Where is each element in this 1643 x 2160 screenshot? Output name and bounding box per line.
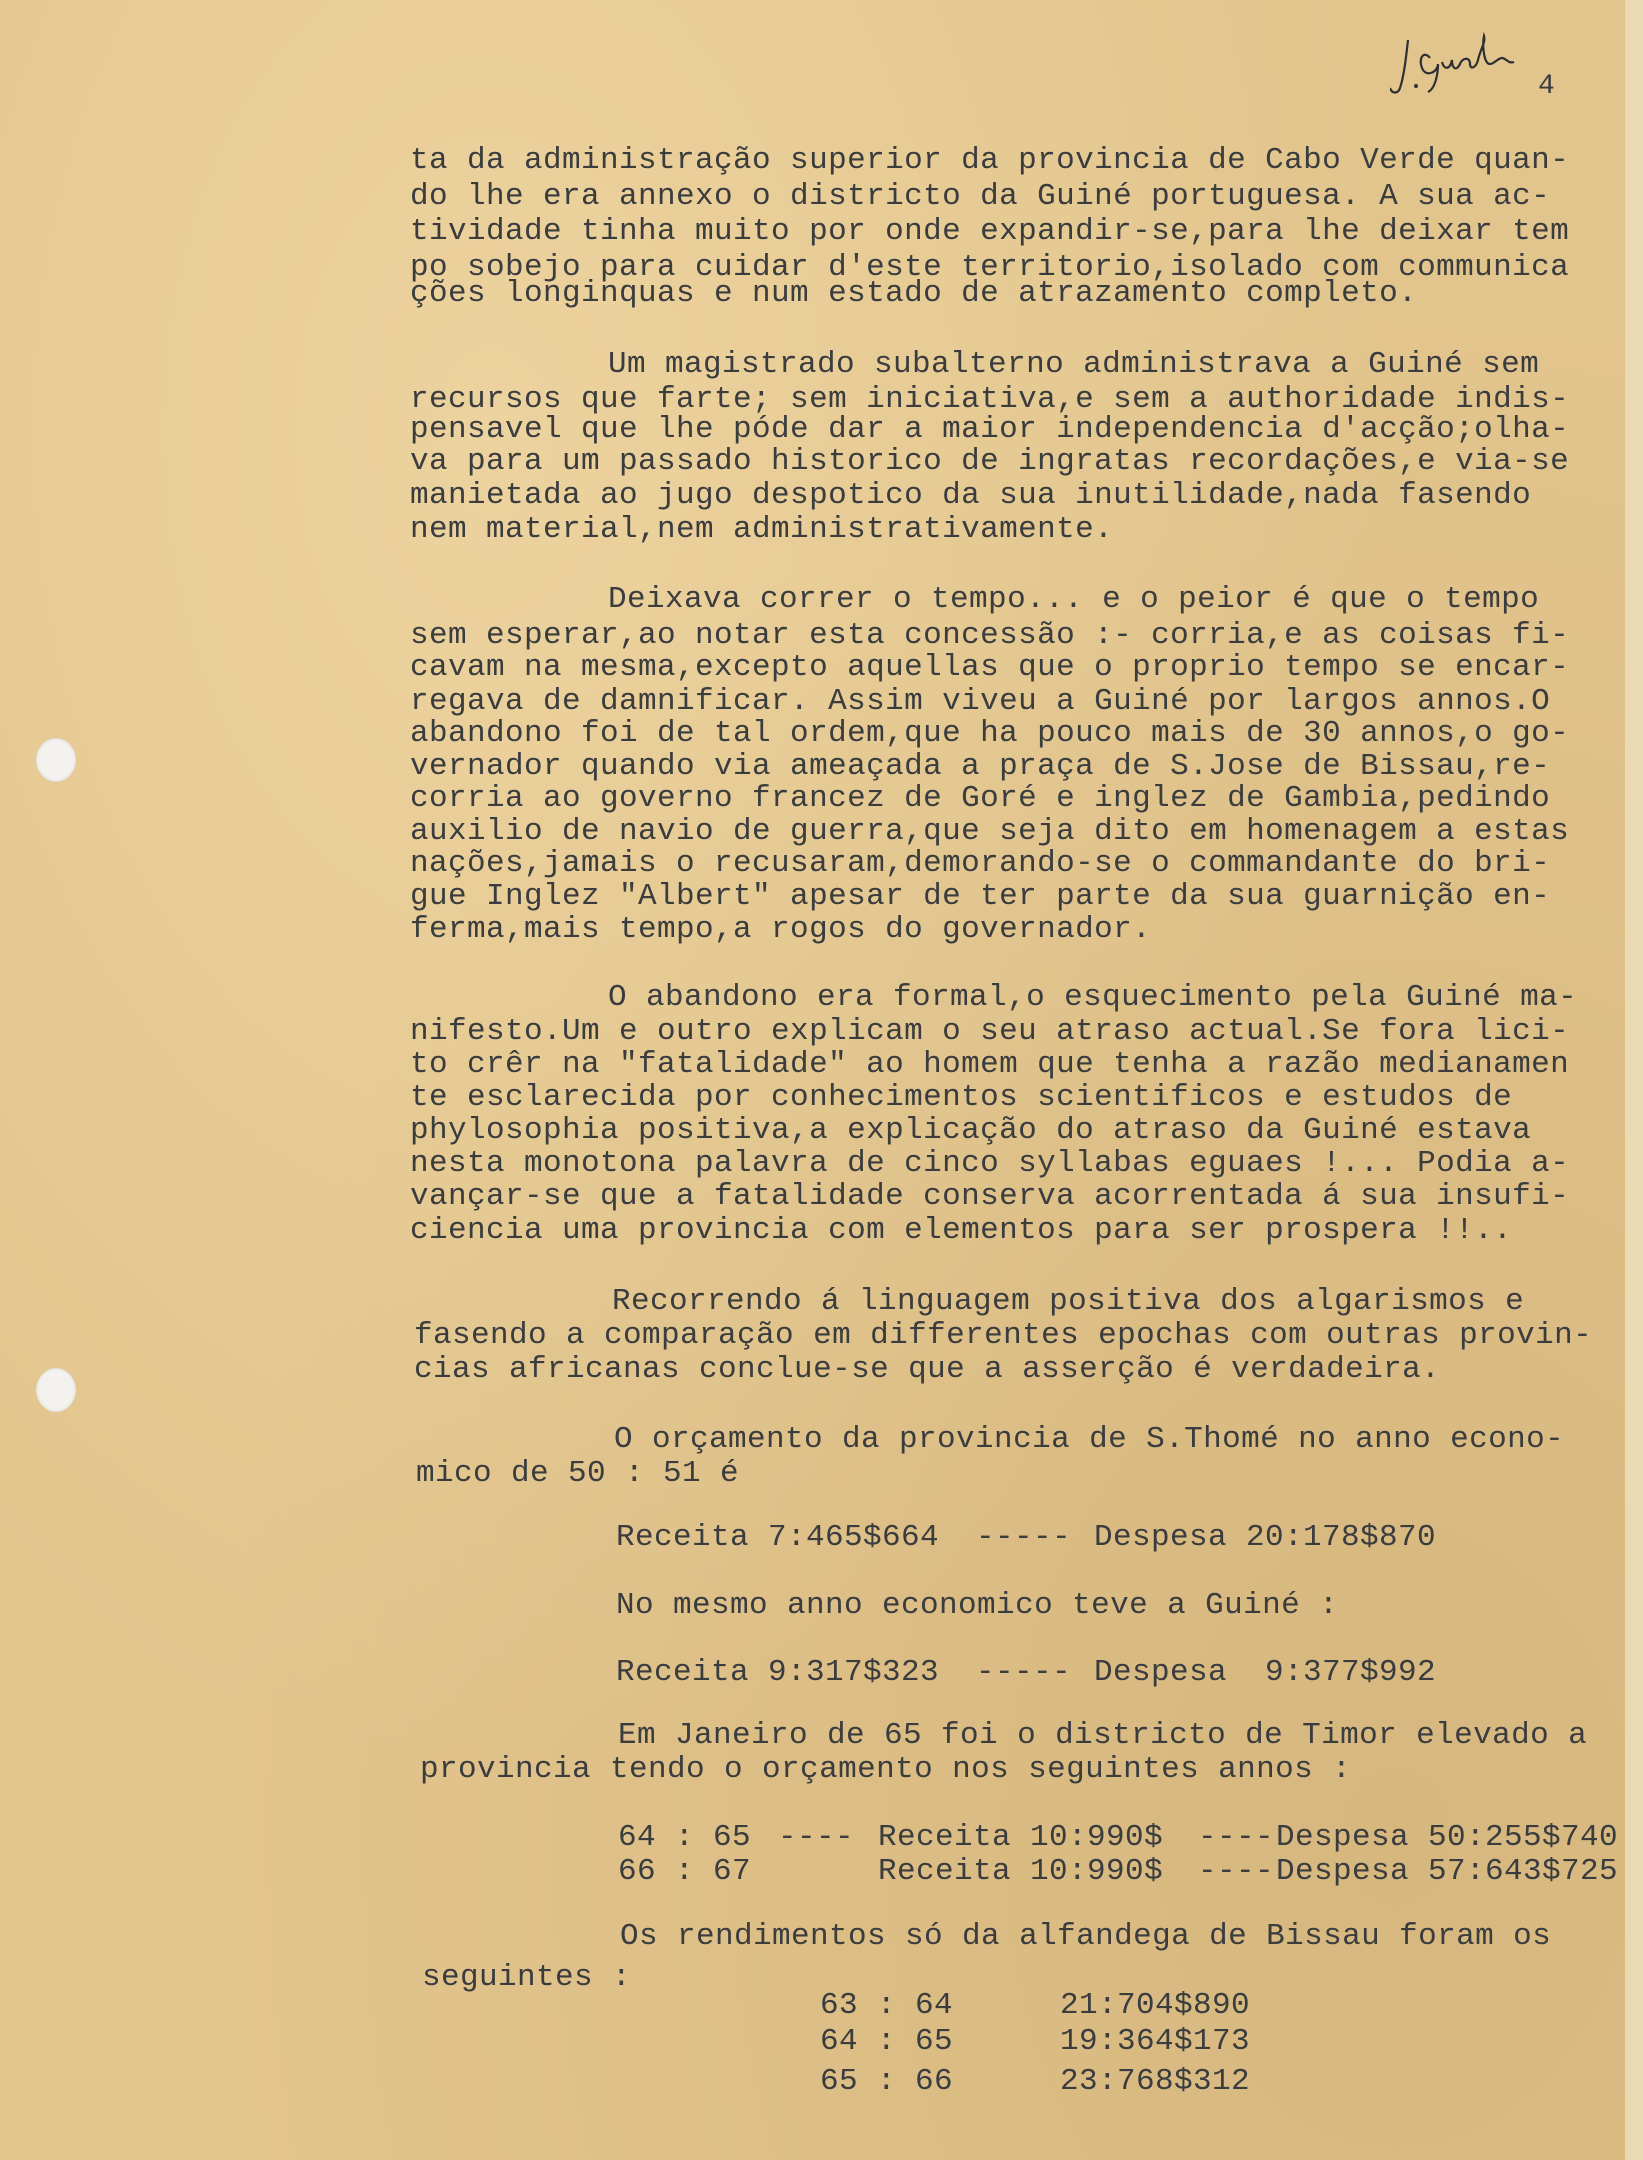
text-line: pensavel que lhe póde dar a maior independencia d'acção;olha- <box>410 412 1570 447</box>
text-line: vançar-se que a fatalidade conserva acorrentada á sua insufi- <box>410 1179 1570 1214</box>
text-line: mico de 50 : 51 é <box>416 1456 740 1491</box>
text-line: cias africanas conclue-se que a asserção é verdadeira. <box>414 1352 1441 1387</box>
text-line: auxilio de navio de guerra,que seja dito em homenagem a estas <box>410 814 1570 849</box>
timor-despesa: Despesa 50:255$740 <box>1276 1820 1619 1855</box>
text-line: provincia tendo o orçamento nos seguintes annos : <box>420 1752 1352 1787</box>
handwritten-signature <box>1390 28 1530 98</box>
text-line: O orçamento da provincia de S.Thomé no anno econo- <box>614 1422 1565 1457</box>
text-line: po sobejo para cuidar d'este territorio,isolado com communica <box>410 250 1570 285</box>
timor-despesa: Despesa 57:643$725 <box>1276 1854 1619 1889</box>
timor-year: 66 : 67 <box>618 1854 752 1889</box>
text-line: nações,jamais o recusaram,demorando-se o commandante do bri- <box>410 846 1551 881</box>
guine-despesa: Despesa 9:377$992 <box>1094 1655 1437 1690</box>
text-line: No mesmo anno economico teve a Guiné : <box>616 1588 1339 1623</box>
bissau-year: 65 : 66 <box>820 2064 954 2099</box>
text-line: O abandono era formal,o esquecimento pela Guiné ma- <box>608 980 1578 1015</box>
bissau-year: 64 : 65 <box>820 2024 954 2059</box>
text-line: fasendo a comparação em differentes epochas com outras provin- <box>414 1318 1593 1353</box>
text-line: seguintes : <box>422 1960 632 1995</box>
text-line: te esclarecida por conhecimentos scientificos e estudos de <box>410 1080 1513 1115</box>
timor-receita: Receita 10:990$ <box>878 1854 1164 1889</box>
text-line: ciencia uma provincia com elementos para ser prospera !!.. <box>410 1213 1513 1248</box>
bissau-value: 19:364$173 <box>1060 2024 1251 2059</box>
text-line: nesta monotona palavra de cinco syllabas eguaes !... Podia a- <box>410 1146 1570 1181</box>
st-thome-receita: Receita 7:465$664 <box>616 1520 940 1555</box>
st-thome-separator: ----- <box>976 1520 1072 1555</box>
timor-separator: ---- <box>1198 1854 1275 1889</box>
text-line: recursos que farte; sem iniciativa,e sem a authoridade indis- <box>410 382 1570 417</box>
text-line: Em Janeiro de 65 foi o districto de Timor elevado a <box>618 1718 1588 1753</box>
text-line: vernador quando via ameaçada a praça de S.Jose de Bissau,re- <box>410 749 1551 784</box>
text-line: regava de damnificar. Assim viveu a Guiné por largos annos.O <box>410 684 1551 719</box>
guine-receita: Receita 9:317$323 <box>616 1655 940 1690</box>
text-line: corria ao governo francez de Goré e inglez de Gambia,pedindo <box>410 781 1551 816</box>
text-line: to crêr na "fatalidade" ao homem que tenha a razão medianamen <box>410 1047 1570 1082</box>
text-line: Os rendimentos só da alfandega de Bissau foram os <box>620 1919 1552 1954</box>
page-number: 4 <box>1538 71 1555 102</box>
text-line: sem esperar,ao notar esta concessão :- corria,e as coisas fi- <box>410 618 1570 653</box>
punch-hole-top <box>36 738 76 782</box>
text-line: ferma,mais tempo,a rogos do governador. <box>410 912 1152 947</box>
bissau-value: 21:704$890 <box>1060 1988 1251 2023</box>
text-line: cavam na mesma,excepto aquellas que o proprio tempo se encar- <box>410 650 1570 685</box>
bissau-value: 23:768$312 <box>1060 2064 1251 2099</box>
text-line: phylosophia positiva,a explicação do atraso da Guiné estava <box>410 1113 1532 1148</box>
timor-separator: ---- <box>778 1820 855 1855</box>
text-line: ta da administração superior da provincia de Cabo Verde quan- <box>410 143 1570 178</box>
text-line: nem material,nem administrativamente. <box>410 512 1114 547</box>
st-thome-despesa: Despesa 20:178$870 <box>1094 1520 1437 1555</box>
bissau-year: 63 : 64 <box>820 1988 954 2023</box>
text-line: ções longinquas e num estado de atrazamento completo. <box>410 276 1418 311</box>
punch-hole-bottom <box>36 1368 76 1412</box>
page-edge <box>1625 0 1643 2160</box>
text-line: tividade tinha muito por onde expandir-se,para lhe deixar tem <box>410 214 1570 249</box>
text-line: Recorrendo á linguagem positiva dos algarismos e <box>612 1284 1525 1319</box>
timor-receita: Receita 10:990$ <box>878 1820 1164 1855</box>
text-line: Deixava correr o tempo... e o peior é que o tempo <box>608 582 1540 617</box>
timor-year: 64 : 65 <box>618 1820 752 1855</box>
timor-separator: ---- <box>1198 1820 1275 1855</box>
text-line: nifesto.Um e outro explicam o seu atraso actual.Se fora lici- <box>410 1014 1570 1049</box>
text-line: va para um passado historico de ingratas recordações,e via-se <box>410 444 1570 479</box>
text-line: Um magistrado subalterno administrava a Guiné sem <box>608 347 1540 382</box>
text-line: manietada ao jugo despotico da sua inutilidade,nada fasendo <box>410 478 1532 513</box>
text-line: abandono foi de tal ordem,que ha pouco mais de 30 annos,o go- <box>410 716 1570 751</box>
text-line: do lhe era annexo o districto da Guiné portuguesa. A sua ac- <box>410 179 1551 214</box>
text-line: gue Inglez "Albert" apesar de ter parte da sua guarnição en- <box>410 879 1551 914</box>
guine-separator: ----- <box>976 1655 1072 1690</box>
